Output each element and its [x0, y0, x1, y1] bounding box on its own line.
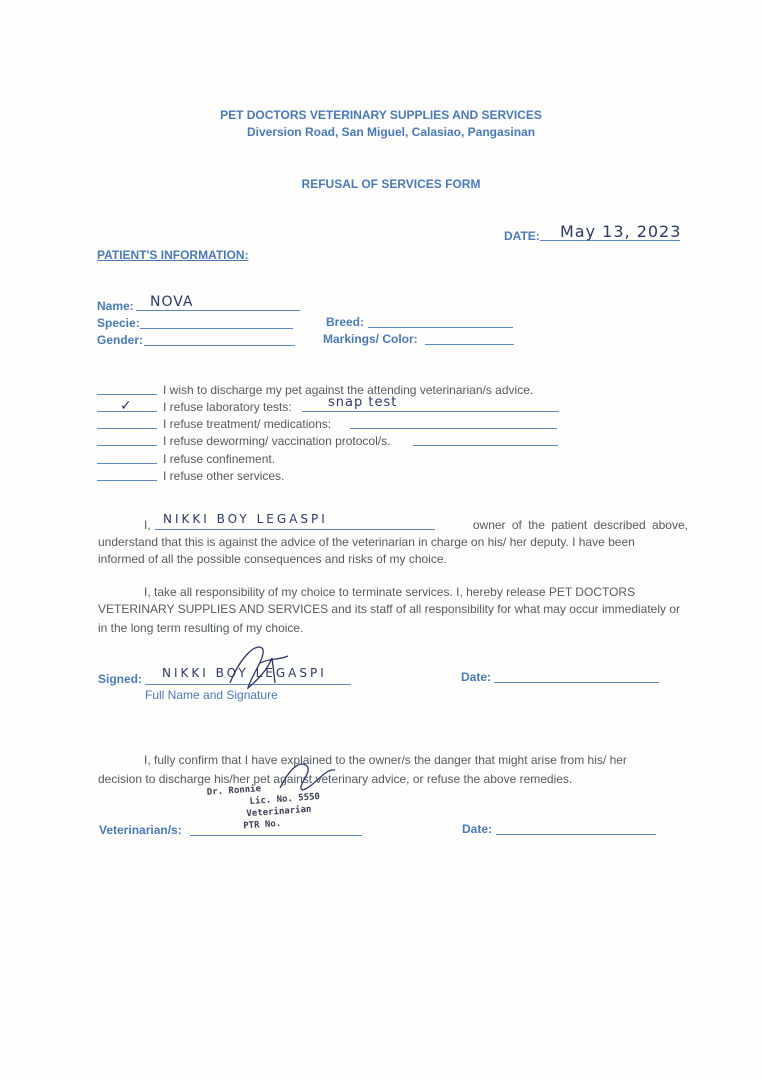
option-label: I refuse laboratory tests: — [163, 400, 292, 414]
markings-line[interactable] — [425, 344, 514, 345]
release-line1: I, take all responsibility of my choice to terminate services. I, hereby release PET DOCTORS — [144, 585, 636, 599]
vet-statement-line2: decision to discharge his/her pet against veterinary advice, or refuse the above remedies. — [98, 772, 573, 786]
check-mark: ✓ — [120, 398, 133, 414]
owner-prefix: I, — [144, 518, 151, 532]
vet-signature-scribble — [275, 758, 345, 798]
stamp-line: Veterinarian — [246, 804, 312, 820]
owner-statement-line1: owner of the patient described above, — [472, 518, 688, 532]
stamp-line: Dr. Ronnie — [206, 784, 262, 798]
date-label: DATE: — [504, 229, 540, 243]
release-line3: in the long term resulting of my choice. — [98, 621, 304, 635]
option-label: I refuse confinement. — [163, 452, 276, 466]
signature-caption: Full Name and Signature — [145, 688, 278, 702]
vet-statement-line1: I, fully confirm that I have explained to the owner/s the danger that might arise from his/ her — [144, 753, 627, 767]
signed-label: Signed: — [98, 672, 142, 686]
signature-date-line[interactable] — [494, 682, 659, 683]
release-line2: VETERINARY SUPPLIES AND SERVICES and its staff of all responsibility for what may occur immediately or — [98, 602, 681, 616]
company-address: Diversion Road, San Miguel, Calasiao, Pangasinan — [246, 125, 536, 139]
breed-label: Breed: — [326, 315, 365, 329]
gender-line[interactable] — [144, 345, 295, 346]
owner-name-line[interactable] — [155, 529, 435, 530]
vet-date-line[interactable] — [496, 834, 656, 835]
deworming-line[interactable] — [413, 445, 558, 446]
gender-label: Gender: — [97, 333, 144, 347]
option-checkline[interactable] — [97, 445, 157, 446]
option-checkline[interactable] — [97, 394, 157, 395]
specie-line[interactable] — [140, 328, 293, 329]
name-line — [136, 310, 300, 311]
name-label: Name: — [97, 299, 134, 313]
treatment-line[interactable] — [350, 428, 557, 429]
veterinarian-line[interactable] — [190, 835, 362, 836]
owner-statement-line3: informed of all the possible consequences and risks of my choice. — [98, 552, 447, 566]
option-label: I refuse other services. — [163, 469, 285, 483]
specie-label: Specie: — [97, 316, 140, 330]
stamp-line: Lic. No. 5550 — [249, 792, 321, 807]
company-name: PET DOCTORS VETERINARY SUPPLIES AND SERVICES — [220, 108, 542, 122]
option-label: I wish to discharge my pet against the attending veterinarian/s advice. — [163, 383, 534, 397]
markings-label: Markings/ Color: — [323, 332, 418, 346]
option-checkline[interactable] — [97, 480, 157, 481]
lab-tests-value[interactable]: snap test — [328, 395, 398, 410]
signed-value[interactable]: NIKKI BOY LEGASPI — [162, 666, 327, 680]
patient-section-title: PATIENT'S INFORMATION: — [97, 248, 249, 262]
stamp-line: PTR No. — [242, 818, 282, 832]
name-value[interactable]: NOVA — [150, 294, 194, 310]
signature-date-label: Date: — [461, 670, 492, 684]
veterinarian-label: Veterinarian/s: — [99, 823, 182, 837]
lab-tests-line[interactable] — [302, 411, 559, 412]
breed-line[interactable] — [368, 327, 513, 328]
option-checkline[interactable] — [97, 463, 157, 464]
option-label: I refuse deworming/ vaccination protocol/s. — [163, 434, 391, 448]
form-title: REFUSAL OF SERVICES FORM — [301, 177, 481, 191]
owner-statement-line2: understand that this is against the advice of the veterinarian in charge on his/ her deputy. I have been — [98, 535, 635, 549]
option-checkline[interactable] — [97, 428, 157, 429]
owner-name-value[interactable]: NIKKI BOY LEGASPI — [163, 512, 328, 526]
option-label: I refuse treatment/ medications: — [163, 417, 332, 431]
date-value[interactable]: May 13, 2023 — [560, 222, 682, 241]
vet-date-label: Date: — [462, 822, 493, 836]
